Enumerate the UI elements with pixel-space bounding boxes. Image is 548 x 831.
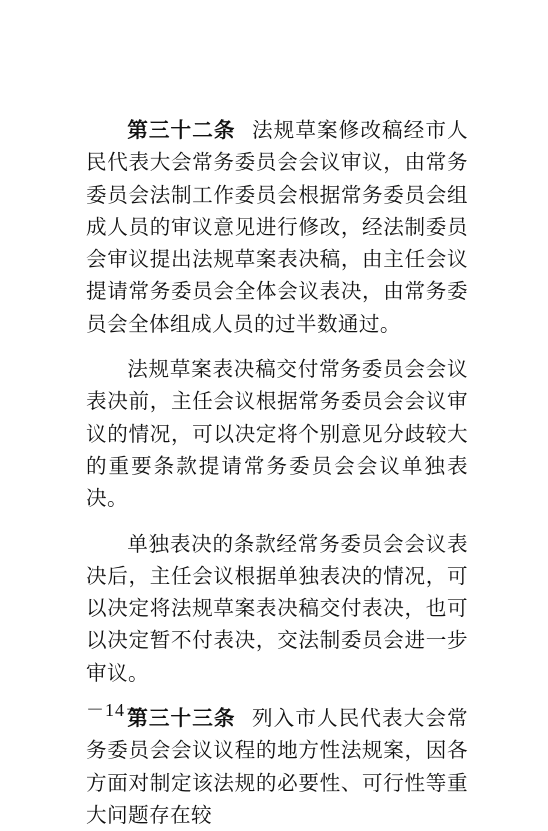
paragraph-text: 法规草案表决稿交付常务委员会会议表决前，主任会议根据常务委员会会议审议的情况，可以决定将个别意见分歧较大的重要条款提请常务委员会会议单独表决。 — [86, 357, 468, 511]
paragraph-text: 单独表决的条款经常务委员会会议表决后，主任会议根据单独表决的情况，可以决定将法规草案表决稿交付表决，也可以决定暂不付表决，交法制委员会进一步审议。 — [86, 531, 468, 685]
paragraph-article-32 — [86, 114, 468, 340]
paragraph-text: 列入市人民代表大会常务委员会会议议程的地方性法规案，因各方面对制定该法规的必要性、可行性等重大问题存在较 — [86, 706, 469, 827]
document-page — [86, 114, 468, 831]
article-number: 第三十二条 — [127, 118, 236, 142]
paragraph-text: 法规草案修改稿经市人民代表大会常务委员会会议审议，由常务委员会法制工作委员会根据常务委员会组成人员的审议意见进行修改，经法制委员会审议提出法规草案表决稿，由主任会议提请常务委员会全体会议表决，由常务委员会全体组成人员的过半数通过。 — [86, 118, 469, 336]
article-number: 第三十三条 — [127, 706, 236, 731]
paragraph-separate-vote-result — [86, 528, 468, 689]
paragraph-separate-vote — [86, 353, 468, 514]
page-number: －14－ — [86, 700, 144, 720]
